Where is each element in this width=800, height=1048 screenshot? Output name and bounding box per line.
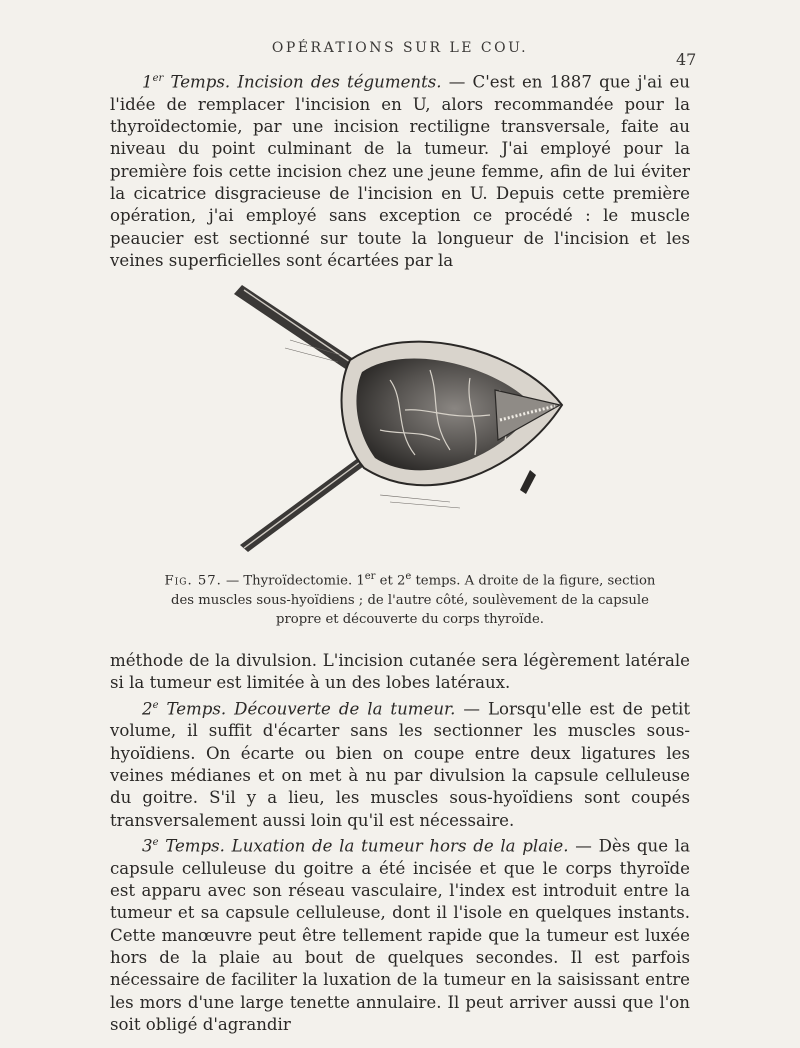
step-heading: Temps. Découverte de la tumeur. bbox=[158, 699, 456, 719]
paragraph-text: — C'est en 1887 que j'ai eu l'idée de remplacer l'incision en U, alors recommandée pour la thyroïdectomie, par une incision rectiligne transversale, faite au niveau du point culminant de la tumeur. J'ai employé pour la première fois cette incision chez une jeune femme, afin de lui éviter la cicatrice disgracieuse de l'incision en U. Depuis cette première opération, j'ai employé sans exception ce procédé : le muscle peaucier est sectionné sur toute la longueur de l'incision et les veines superficielles sont écartées par la bbox=[110, 72, 690, 270]
step-number: 1 bbox=[142, 72, 153, 92]
paragraph-1-continued: méthode de la divulsion. L'incision cutanée sera légèrement latérale si la tumeur est limitée à un des lobes latéraux. bbox=[110, 651, 690, 693]
figure-caption: Fig. 57. — Thyroïdectomie. 1er et 2e temps. A droite de la figure, section des muscles sous-hyoïdiens ; de l'autre côté, soulèvement de la capsule propre et découverte du corps thyroïde. bbox=[164, 571, 656, 628]
paragraph-3: 3e Temps. Luxation de la tumeur hors de la plaie. — Dès que la capsule celluleuse du goitre a été incisée et que le corps thyroïde est apparu avec son réseau vasculaire, l'index est introduit entre la tumeur et sa capsule celluleuse, dont il l'isole en quelques instants. Cette manœuvre peut être tellement rapide que la tumeur est luxée hors de la plaie au bout de quelques secondes. Il est parfois nécessaire de faciliter la luxation de la tumeur en la saisissant entre les mors d'une large tenette annulaire. Il peut arriver aussi que l'on soit obligé d'agrandir bbox=[110, 836, 690, 1034]
step-heading: Temps. Incision des téguments. bbox=[163, 72, 442, 92]
small-forceps bbox=[520, 470, 536, 494]
text-block-bottom bbox=[110, 650, 690, 1036]
paragraph-1 bbox=[110, 68, 690, 272]
figure-label: Fig. 57. bbox=[164, 573, 222, 589]
page-number: 47 bbox=[676, 50, 697, 69]
paragraph-2: 2e Temps. Découverte de la tumeur. — Lorsqu'elle est de petit volume, il suffit d'écarter sans les sectionner les muscles sous-hyoïdiens. On écarte ou bien on coupe entre deux ligatures les veines médianes et on met à nu par divulsion la capsule celluleuse du goitre. S'il y a lieu, les muscles sous-hyoïdiens sont coupés transversalement aussi loin qu'il est nécessaire. bbox=[110, 699, 690, 830]
step-sup: er bbox=[152, 73, 164, 84]
surgical-illustration bbox=[230, 280, 580, 560]
running-title: OPÉRATIONS SUR LE COU. bbox=[271, 40, 529, 56]
text-block-top bbox=[110, 68, 690, 272]
step-heading: Temps. Luxation de la tumeur hors de la plaie. bbox=[158, 836, 569, 856]
upper-retractor bbox=[234, 285, 358, 372]
